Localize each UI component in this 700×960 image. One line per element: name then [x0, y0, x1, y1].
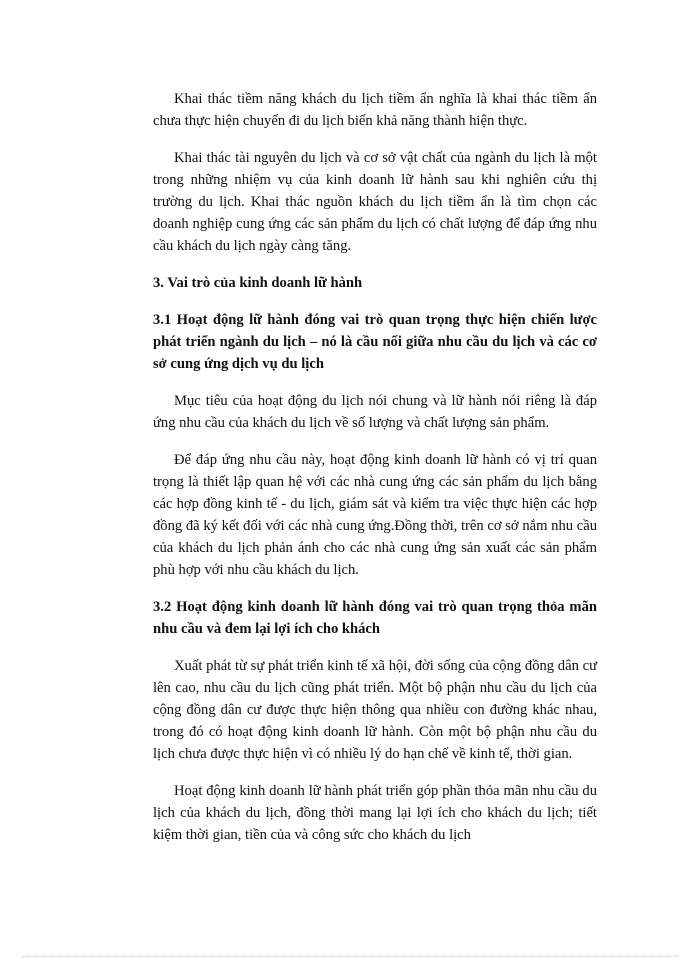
paragraph-muc-tieu: Mục tiêu của hoạt động du lịch nói chung và lữ hành nói riêng là đáp ứng nhu cầu của khách du lịch về số lượng và chất lượng sản phẩm.	[153, 393, 597, 431]
document-body	[153, 88, 597, 861]
paragraph-hoat-dong: Hoạt động kinh doanh lữ hành phát triển góp phần thỏa mãn nhu cầu du lịch của khách du lịch, đồng thời mang lại lợi ích cho khách du lịch; tiết kiệm thời gian, tiền của và công sức cho khách du lịch	[153, 783, 597, 843]
subsection-heading-3-1: 3.1 Hoạt động lữ hành đóng vai trò quan trọng thực hiện chiến lược phát triển ngành du lịch – nó là cầu nối giữa nhu cầu du lịch và các cơ sở cung ứng dịch vụ du lịch	[153, 312, 597, 372]
subsection-heading-3-2: 3.2 Hoạt động kinh doanh lữ hành đóng vai trò quan trọng thỏa mãn nhu cầu và đem lại lợi ích cho khách	[153, 599, 597, 637]
paragraph-tiem-nang: Khai thác tiềm năng khách du lịch tiềm ẩn nghĩa là khai thác tiềm ẩn chưa thực hiện chuyến đi du lịch biến khả năng thành hiện thực.	[153, 91, 597, 129]
page-bottom-divider	[22, 956, 678, 957]
section-heading-vai-tro: 3. Vai trò của kinh doanh lữ hành	[153, 275, 363, 291]
paragraph-dap-ung: Để đáp ứng nhu cầu này, hoạt động kinh doanh lữ hành có vị trí quan trọng là thiết lập quan hệ với các nhà cung ứng các sản phẩm du lịch bằng các hợp đồng kinh tế - du lịch, giám sát và kiểm tra việc thực hiện các hợp đồng đã ký kết đối với các nhà cung ứng.Đồng thời, trên cơ sở nắm nhu cầu của khách du lịch phản ánh cho các nhà cung ứng sản xuất các sản phẩm phù hợp với nhu cầu khách du lịch.	[153, 452, 597, 578]
paragraph-tai-nguyen: Khai thác tài nguyên du lịch và cơ sở vật chất của ngành du lịch là một trong những nhiệm vụ của kinh doanh lữ hành sau khi nghiên cứu thị trường du lịch. Khai thác nguồn khách du lịch tiềm ẩn là tìm chọn các doanh nghiệp cung ứng các sản phẩm du lịch có chất lượng để đáp ứng nhu cầu khách du lịch ngày càng tăng.	[153, 150, 597, 254]
paragraph-xuat-phat: Xuất phát từ sự phát triển kinh tế xã hội, đời sống của cộng đồng dân cư lên cao, nhu cầu du lịch cũng phát triển. Một bộ phận nhu cầu du lịch của cộng đồng dân cư được thực hiện thông qua nhiều con đường khác nhau, trong đó có hoạt động kinh doanh lữ hành. Còn một bộ phận nhu cầu du lịch chưa được thực hiện vì có nhiều lý do hạn chế về kinh tế, thời gian.	[153, 658, 597, 762]
